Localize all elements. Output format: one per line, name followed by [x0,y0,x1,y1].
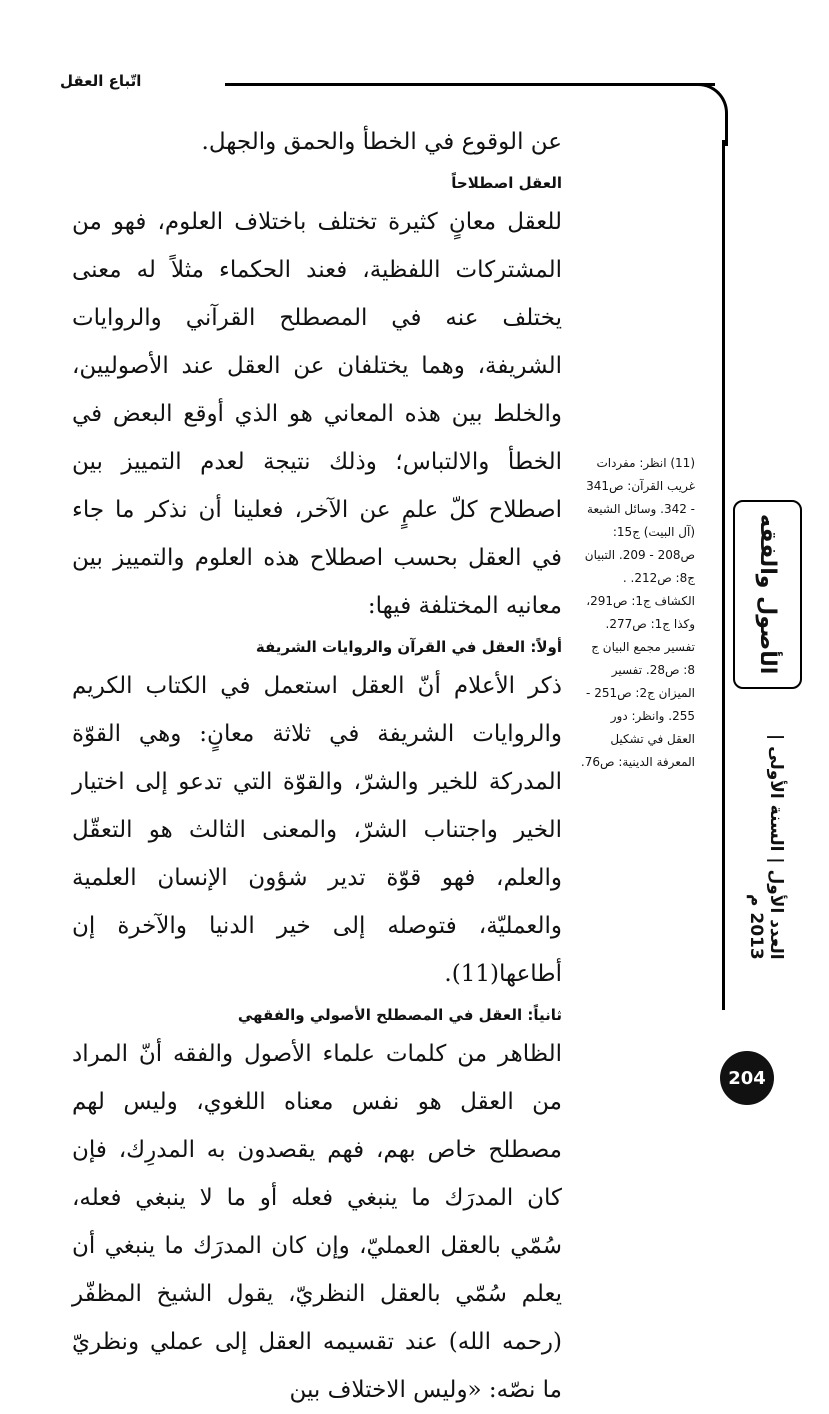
section-heading-quran: أولاً: العقل في القرآن والروايات الشريفة [255,638,562,656]
journal-logo [733,500,802,689]
section-heading-definition: العقل اصطلاحاً [451,174,562,192]
intro-line: عن الوقوع في الخطأ والحمق والجهل. [201,129,562,155]
side-banner [728,500,803,960]
issue-info: العدد الأول | السنة الأولى | 2013 م [746,734,786,960]
header-rule [225,83,715,86]
main-text [72,118,562,1414]
section-heading-usul: ثانياً: العقل في المصطلح الأصولي والفقهي [237,1006,562,1024]
frame-corner [680,83,728,146]
footnote: (11) انظر: مفردات غريب القرآن: ص341 - 342. وسائل الشيعة (آل البيت) ج15: ص208 - 209. التبيان ج8: ص212. . الكشاف ج1: ص291، وكذا ج1: ص277. تفسير مجمع البيان ج 8: ص28. تفسير الميزان ج2: ص251 - 255. وانظر: دور العقل في تشكيل المعرفة الدينية: ص76. [580,456,695,769]
paragraph-definition: للعقل معانٍ كثيرة تختلف باختلاف العلوم، فهو من المشتركات اللفظية، فعند الحكماء مثلاً له معنى يختلف عنه في المصطلح القرآني والروايات الشريفة، وهما يختلفان عن العقل عند الأصوليين، والخلط بين هذه المعاني هو الذي أوقع البعض في الخطأ والالتباس؛ وذلك نتيجة لعدم التمييز بين اصطلاح كلّ علمٍ عن الآخر، فعلينا أن نذكر ما جاء في العقل بحسب اصطلاح هذه العلوم والتمييز بين معانيه المختلفة فيها: [72,209,562,619]
running-header: اتّباع العقل [60,72,142,90]
page-number: 204 [720,1051,774,1105]
frame-right-rule [722,140,725,1010]
paragraph-usul: الظاهر من كلمات علماء الأصول والفقه أنّ المراد من العقل هو نفس معناه اللغوي، وليس لهم مصطلح خاص بهم، فهم يقصدون به المدرِك، فإن كان المدرَك ما ينبغي فعله أو ما لا ينبغي فعله، سُمّي بالعقل العمليّ، وإن كان المدرَك ما ينبغي أن يعلم سُمّي بالعقل النظريّ، يقول الشيخ المظفّر (رحمه الله) عند تقسيمه العقل إلى عملي ونظريّ ما نصّه: «وليس الاختلاف بين [72,1041,562,1403]
journal-logo-text: الأصول والفقه [755,514,780,675]
paragraph-quran: ذكر الأعلام أنّ العقل استعمل في الكتاب الكريم والروايات الشريفة في ثلاثة معانٍ: وهي القوّة المدركة للخير والشرّ، والقوّة التي تدعو إلى اختيار الخير واجتناب الشرّ، والمعنى الثالث هو التعقّل والعلم، فهو قوّة تدير شؤون الإنسان العلمية والعمليّة، فتوصله إلى خير الدنيا والآخرة إن أطاعها(11). [72,673,562,987]
